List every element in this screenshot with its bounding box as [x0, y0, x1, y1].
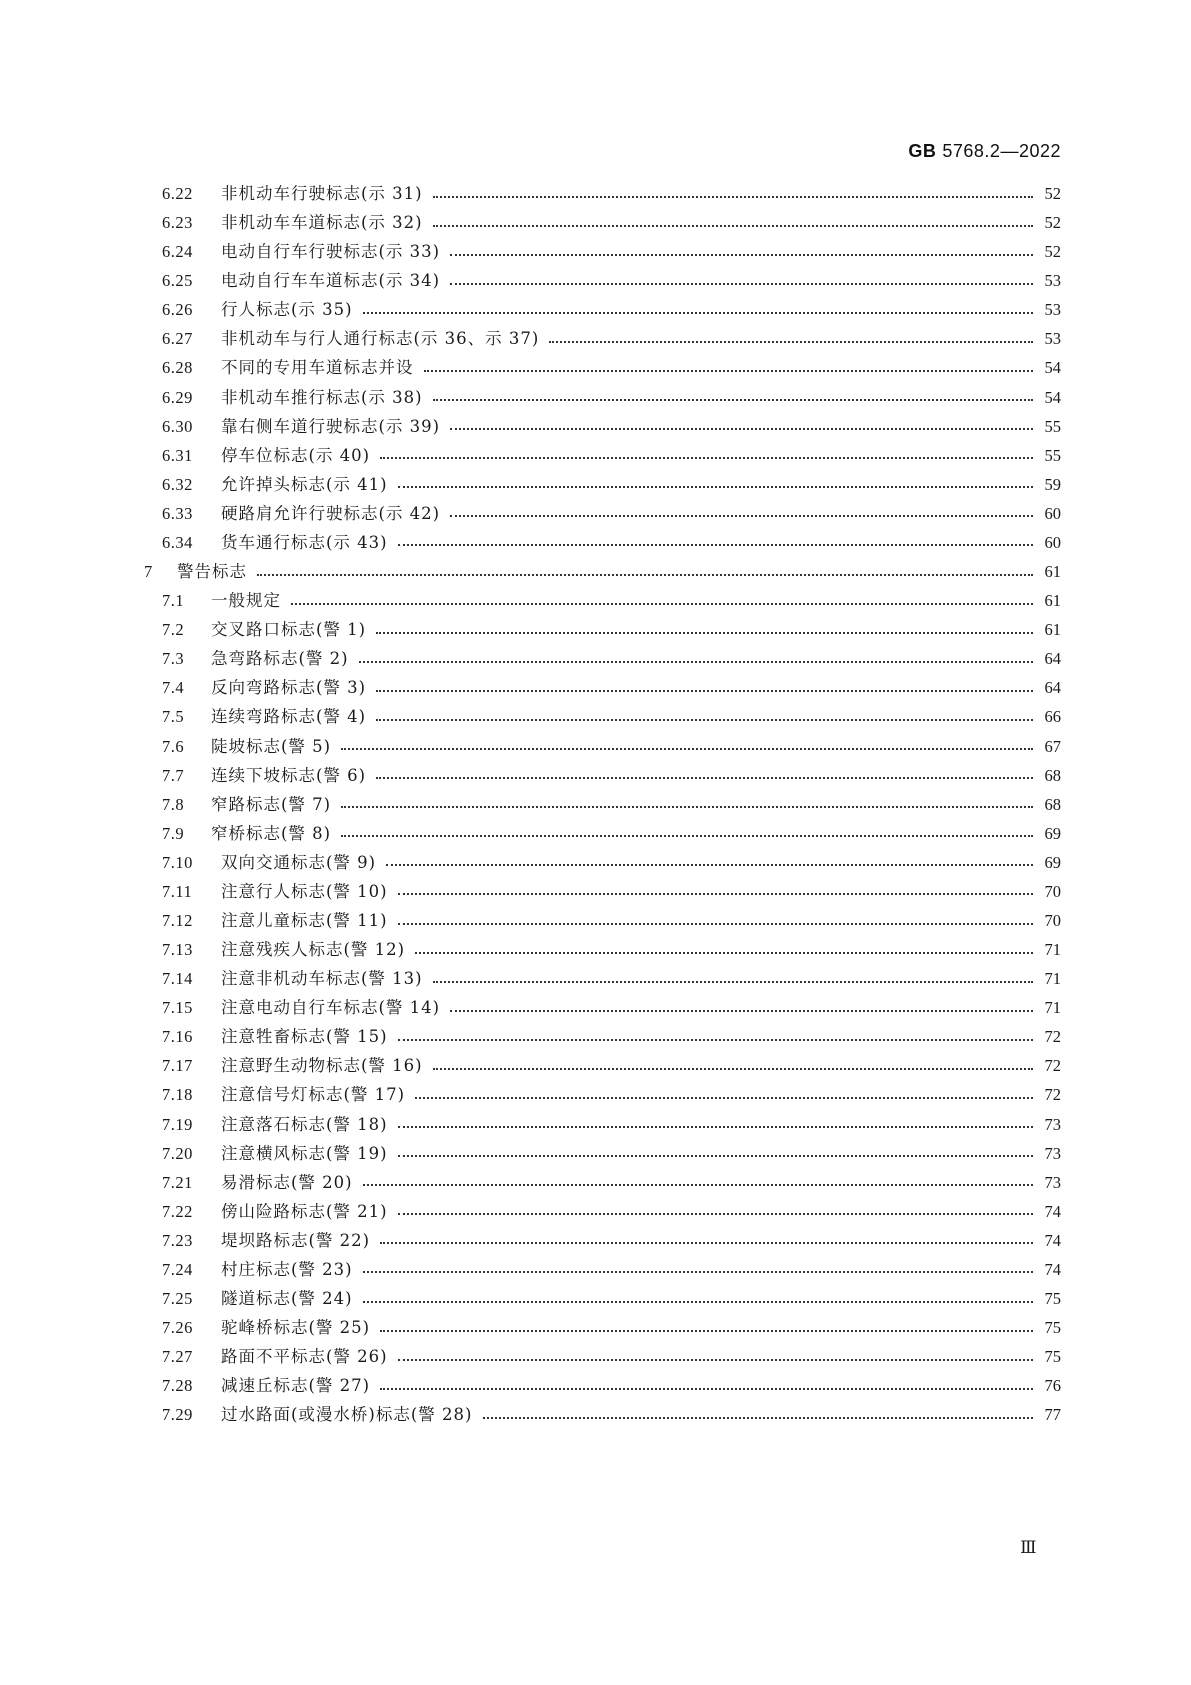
- toc-entry[interactable]: [162, 294, 1061, 325]
- toc-entry-page: 76: [1044, 1376, 1061, 1396]
- toc-dot-leader: [376, 690, 1033, 692]
- toc-entry[interactable]: [162, 527, 1061, 558]
- toc-entry[interactable]: [162, 1283, 1061, 1314]
- toc-entry[interactable]: [162, 847, 1061, 878]
- toc-entry-page: 53: [1044, 329, 1061, 349]
- toc-entry-page: 54: [1044, 387, 1061, 407]
- toc-entry-page: 61: [1044, 591, 1061, 611]
- toc-entry-title: 注意残疾人标志(警 12): [221, 940, 406, 960]
- toc-dot-leader: [424, 370, 1034, 372]
- toc-entry-title: 允许掉头标志(示 41): [221, 474, 388, 494]
- toc-entry-number: 6.34: [162, 532, 193, 552]
- toc-entry-page: 72: [1044, 1085, 1061, 1105]
- toc-entry-title: 注意野生动物标志(警 16): [221, 1056, 423, 1076]
- toc-dot-leader: [433, 196, 1033, 198]
- toc-entry-title: 靠右侧车道行驶标志(示 39): [221, 416, 441, 436]
- toc-entry-page: 54: [1044, 358, 1061, 378]
- toc-entry-title: 警告标志: [177, 562, 247, 582]
- toc-entry[interactable]: [162, 876, 1061, 907]
- toc-entry[interactable]: [162, 1079, 1061, 1110]
- toc-entry-number: 7.6: [162, 736, 185, 756]
- toc-entry-page: 71: [1044, 940, 1061, 960]
- toc-entry-number: 7.16: [162, 1027, 193, 1047]
- toc-entry-number: 7: [144, 562, 153, 582]
- toc-entry-page: 68: [1044, 794, 1061, 814]
- toc-entry-number: 6.24: [162, 242, 193, 262]
- toc-dot-leader: [415, 952, 1033, 954]
- toc-chapter-entry[interactable]: [144, 556, 1061, 587]
- toc-entry-title: 路面不平标志(警 26): [221, 1347, 388, 1367]
- toc-entry-number: 7.12: [162, 911, 193, 930]
- toc-entry-title: 注意信号灯标志(警 17): [221, 1085, 406, 1105]
- toc-entry-title: 注意牲畜标志(警 15): [221, 1027, 388, 1047]
- toc-entry-title: 过水路面(或漫水桥)标志(警 28): [221, 1405, 473, 1425]
- toc-entry-title: 一般规定: [211, 591, 281, 611]
- toc-entry-number: 7.13: [162, 940, 193, 960]
- toc-entry-number: 7.25: [162, 1289, 193, 1309]
- toc-dot-leader: [398, 486, 1033, 488]
- toc-entry-page: 68: [1044, 765, 1061, 785]
- toc-entry-number: 7.7: [162, 765, 185, 785]
- toc-entry-page: 53: [1044, 300, 1061, 320]
- toc-dot-leader: [257, 574, 1033, 576]
- toc-entry-page: 67: [1044, 736, 1061, 756]
- toc-entry-number: 7.18: [162, 1085, 193, 1105]
- toc-dot-leader: [398, 1126, 1033, 1128]
- toc-entry[interactable]: [162, 963, 1061, 994]
- toc-entry[interactable]: [162, 469, 1061, 500]
- toc-entry-page: 55: [1044, 445, 1061, 465]
- toc-dot-leader: [483, 1417, 1034, 1419]
- toc-entry-number: 7.3: [162, 649, 185, 669]
- toc-entry-page: 64: [1044, 649, 1061, 669]
- toc-entry-page: 74: [1044, 1259, 1061, 1279]
- toc-dot-leader: [376, 719, 1033, 721]
- toc-dot-leader: [398, 893, 1033, 895]
- toc-dot-leader: [376, 777, 1033, 779]
- toc-entry[interactable]: [162, 207, 1061, 238]
- toc-entry-number: 7.2: [162, 620, 185, 640]
- toc-entry-page: 53: [1044, 271, 1061, 291]
- toc-entry[interactable]: [162, 352, 1061, 383]
- toc-entry-page: 52: [1044, 184, 1061, 203]
- toc-entry-number: 7.23: [162, 1230, 193, 1250]
- toc-entry-number: 7.22: [162, 1201, 193, 1221]
- toc-entry-title: 窄路标志(警 7): [211, 794, 332, 814]
- toc-dot-leader: [450, 283, 1033, 285]
- toc-entry-title: 村庄标志(警 23): [221, 1259, 353, 1279]
- toc-entry-page: 55: [1044, 416, 1061, 436]
- toc-entry[interactable]: [162, 1050, 1061, 1081]
- toc-entry-page: 73: [1044, 1143, 1061, 1163]
- toc-entry-title: 非机动车车道标志(示 32): [221, 213, 423, 233]
- toc-entry[interactable]: [162, 1109, 1061, 1140]
- toc-entry-page: 72: [1044, 1027, 1061, 1047]
- toc-entry-title: 货车通行标志(示 43): [221, 532, 388, 552]
- toc-entry-title: 电动自行车车道标志(示 34): [221, 271, 441, 291]
- toc-entry-number: 7.9: [162, 823, 185, 843]
- toc-dot-leader: [363, 1184, 1033, 1186]
- toc-dot-leader: [359, 661, 1033, 663]
- toc-dot-leader: [398, 1213, 1033, 1215]
- toc-entry-number: 6.28: [162, 358, 193, 378]
- toc-entry-number: 7.27: [162, 1347, 193, 1367]
- toc-entry[interactable]: [162, 323, 1061, 354]
- toc-entry[interactable]: [162, 818, 1061, 849]
- toc-entry-title: 电动自行车行驶标志(示 33): [221, 242, 441, 262]
- toc-entry-title: 注意电动自行车标志(警 14): [221, 998, 441, 1018]
- toc-dot-leader: [363, 312, 1033, 314]
- toc-entry-page: 70: [1044, 881, 1061, 901]
- toc-dot-leader: [380, 1242, 1033, 1244]
- toc-entry-title: 不同的专用车道标志并设: [221, 358, 414, 378]
- toc-entry-number: 7.21: [162, 1172, 193, 1192]
- toc-entry-page: 71: [1044, 998, 1061, 1018]
- toc-entry[interactable]: [162, 1021, 1061, 1052]
- toc-entry-number: 7.8: [162, 794, 185, 814]
- toc-dot-leader: [341, 835, 1033, 837]
- toc-entry-title: 交叉路口标志(警 1): [211, 620, 367, 640]
- toc-entry-number: 6.23: [162, 213, 193, 233]
- toc-entry-number: 7.28: [162, 1376, 193, 1396]
- toc-entry-title: 连续弯路标志(警 4): [211, 707, 367, 727]
- toc-dot-leader: [450, 1010, 1033, 1012]
- toc-entry-title: 陡坡标志(警 5): [211, 736, 332, 756]
- toc-entry-number: 6.27: [162, 329, 193, 349]
- toc-dot-leader: [398, 1039, 1033, 1041]
- toc-entry[interactable]: [162, 585, 1061, 616]
- toc-entry[interactable]: [162, 265, 1061, 296]
- toc-entry-title: 注意行人标志(警 10): [221, 881, 388, 901]
- toc-dot-leader: [398, 544, 1033, 546]
- toc-dot-leader: [398, 1359, 1033, 1361]
- toc-entry-number: 6.33: [162, 503, 193, 523]
- toc-dot-leader: [380, 457, 1033, 459]
- toc-entry-page: 74: [1044, 1230, 1061, 1250]
- toc-entry-title: 驼峰桥标志(警 25): [221, 1318, 371, 1338]
- toc-entry[interactable]: [162, 614, 1061, 645]
- toc-entry-title: 急弯路标志(警 2): [211, 649, 349, 669]
- toc-entry-title: 非机动车推行标志(示 38): [221, 387, 423, 407]
- toc-entry-page: 77: [1044, 1405, 1061, 1425]
- toc-entry-title: 注意儿童标志(警 11): [221, 911, 388, 930]
- toc-entry[interactable]: [162, 731, 1061, 762]
- toc-entry-number: 7.19: [162, 1114, 193, 1134]
- toc-entry-title: 减速丘标志(警 27): [221, 1376, 371, 1396]
- toc-dot-leader: [433, 981, 1033, 983]
- toc-entry-title: 堤坝路标志(警 22): [221, 1230, 371, 1250]
- toc-dot-leader: [450, 428, 1033, 430]
- toc-entry-title: 非机动车行驶标志(示 31): [221, 184, 423, 203]
- toc-dot-leader: [398, 1155, 1033, 1157]
- toc-entry[interactable]: [162, 672, 1061, 703]
- toc-entry-title: 傍山险路标志(警 21): [221, 1201, 388, 1221]
- toc-entry-title: 注意非机动车标志(警 13): [221, 969, 423, 989]
- toc-entry-title: 非机动车与行人通行标志(示 36、示 37): [221, 329, 540, 349]
- toc-entry[interactable]: [162, 1312, 1061, 1343]
- toc-dot-leader: [433, 1068, 1033, 1070]
- toc-entry-page: 75: [1044, 1347, 1061, 1367]
- toc-entry-page: 52: [1044, 213, 1061, 233]
- toc-entry-title: 双向交通标志(警 9): [221, 852, 377, 872]
- toc-entry-title: 行人标志(示 35): [221, 300, 353, 320]
- toc-entry-title: 硬路肩允许行驶标志(示 42): [221, 503, 441, 523]
- toc-entry[interactable]: [162, 498, 1061, 529]
- toc-entry-title: 注意横风标志(警 19): [221, 1143, 388, 1163]
- toc-entry-title: 易滑标志(警 20): [221, 1172, 353, 1192]
- toc-entry[interactable]: [162, 382, 1061, 413]
- toc-entry[interactable]: [162, 643, 1061, 674]
- toc-entry-page: 71: [1044, 969, 1061, 989]
- toc-dot-leader: [415, 1097, 1033, 1099]
- toc-entry[interactable]: [162, 760, 1061, 791]
- toc-entry[interactable]: [162, 934, 1061, 965]
- toc-dot-leader: [380, 1388, 1033, 1390]
- toc-entry[interactable]: [162, 178, 1061, 209]
- standard-prefix: GB: [908, 141, 937, 161]
- toc-entry-page: 61: [1044, 620, 1061, 640]
- toc-entry[interactable]: [162, 411, 1061, 442]
- toc-entry-page: 52: [1044, 242, 1061, 262]
- toc-entry-title: 窄桥标志(警 8): [211, 823, 332, 843]
- toc-entry-number: 6.25: [162, 271, 193, 291]
- standard-number-header: [908, 141, 1061, 162]
- toc-entry-number: 7.11: [162, 881, 193, 901]
- toc-entry-number: 7.5: [162, 707, 185, 727]
- toc-entry-number: 6.26: [162, 300, 193, 320]
- toc-entry-number: 6.32: [162, 474, 193, 494]
- toc-entry-number: 6.30: [162, 416, 193, 436]
- toc-entry-number: 7.1: [162, 591, 185, 611]
- toc-entry[interactable]: [162, 789, 1061, 820]
- toc-dot-leader: [549, 341, 1033, 343]
- toc-entry-page: 70: [1044, 911, 1061, 930]
- toc-dot-leader: [341, 748, 1033, 750]
- toc-entry-number: 7.14: [162, 969, 193, 989]
- toc-entry-title: 连续下坡标志(警 6): [211, 765, 367, 785]
- toc-entry-page: 64: [1044, 678, 1061, 698]
- toc-entry-page: 73: [1044, 1114, 1061, 1134]
- toc-entry-page: 66: [1044, 707, 1061, 727]
- toc-entry[interactable]: [162, 440, 1061, 471]
- toc-dot-leader: [341, 806, 1033, 808]
- toc-entry-title: 注意落石标志(警 18): [221, 1114, 388, 1134]
- toc-dot-leader: [291, 603, 1033, 605]
- toc-entry[interactable]: [162, 1341, 1061, 1372]
- toc-entry-number: 6.29: [162, 387, 193, 407]
- toc-entry-number: 7.20: [162, 1143, 193, 1163]
- toc-dot-leader: [363, 1301, 1033, 1303]
- toc-dot-leader: [376, 632, 1033, 634]
- toc-entry[interactable]: [162, 1167, 1061, 1198]
- toc-entry-number: 7.17: [162, 1056, 193, 1076]
- toc-dot-leader: [450, 254, 1033, 256]
- toc-dot-leader: [398, 923, 1033, 925]
- toc-entry-page: 75: [1044, 1318, 1061, 1338]
- toc-entry[interactable]: [162, 1138, 1061, 1169]
- toc-entry-title: 隧道标志(警 24): [221, 1289, 353, 1309]
- standard-number: 5768.2—2022: [942, 141, 1061, 161]
- toc-dot-leader: [433, 225, 1033, 227]
- toc-entry-page: 60: [1044, 503, 1061, 523]
- toc-entry-number: 7.10: [162, 852, 193, 872]
- toc-dot-leader: [450, 515, 1033, 517]
- toc-entry[interactable]: [162, 236, 1061, 267]
- toc-entry-page: 61: [1044, 562, 1061, 582]
- toc-entry-number: 7.29: [162, 1405, 193, 1425]
- toc-entry[interactable]: [162, 1254, 1061, 1285]
- toc-entry-number: 6.31: [162, 445, 193, 465]
- toc-entry-number: 7.4: [162, 678, 185, 698]
- toc-dot-leader: [433, 399, 1033, 401]
- toc-entry-title: 停车位标志(示 40): [221, 445, 371, 465]
- toc-entry-number: 7.15: [162, 998, 193, 1018]
- toc-entry-page: 69: [1044, 823, 1061, 843]
- toc-entry[interactable]: [162, 992, 1061, 1023]
- toc-entry[interactable]: [162, 1196, 1061, 1227]
- toc-entry-title: 反向弯路标志(警 3): [211, 678, 367, 698]
- toc-entry-page: 72: [1044, 1056, 1061, 1076]
- toc-entry-page: 60: [1044, 532, 1061, 552]
- toc-entry-page: 73: [1044, 1172, 1061, 1192]
- toc-entry-page: 59: [1044, 474, 1061, 494]
- toc-dot-leader: [380, 1330, 1033, 1332]
- toc-entry-page: 75: [1044, 1289, 1061, 1309]
- toc-entry-number: 7.26: [162, 1318, 193, 1338]
- toc-entry[interactable]: [162, 701, 1061, 732]
- toc-entry-number: 6.22: [162, 184, 193, 203]
- toc-entry[interactable]: [162, 905, 1061, 936]
- toc-entry-page: 69: [1044, 852, 1061, 872]
- toc-dot-leader: [363, 1271, 1033, 1273]
- toc-entry-number: 7.24: [162, 1259, 193, 1279]
- toc-dot-leader: [386, 864, 1033, 866]
- toc-entry-page: 74: [1044, 1201, 1061, 1221]
- toc-entry[interactable]: [162, 1225, 1061, 1256]
- toc-entry[interactable]: [162, 1399, 1061, 1430]
- toc-entry[interactable]: [162, 1370, 1061, 1401]
- page-folio: Ⅲ: [1020, 1538, 1037, 1557]
